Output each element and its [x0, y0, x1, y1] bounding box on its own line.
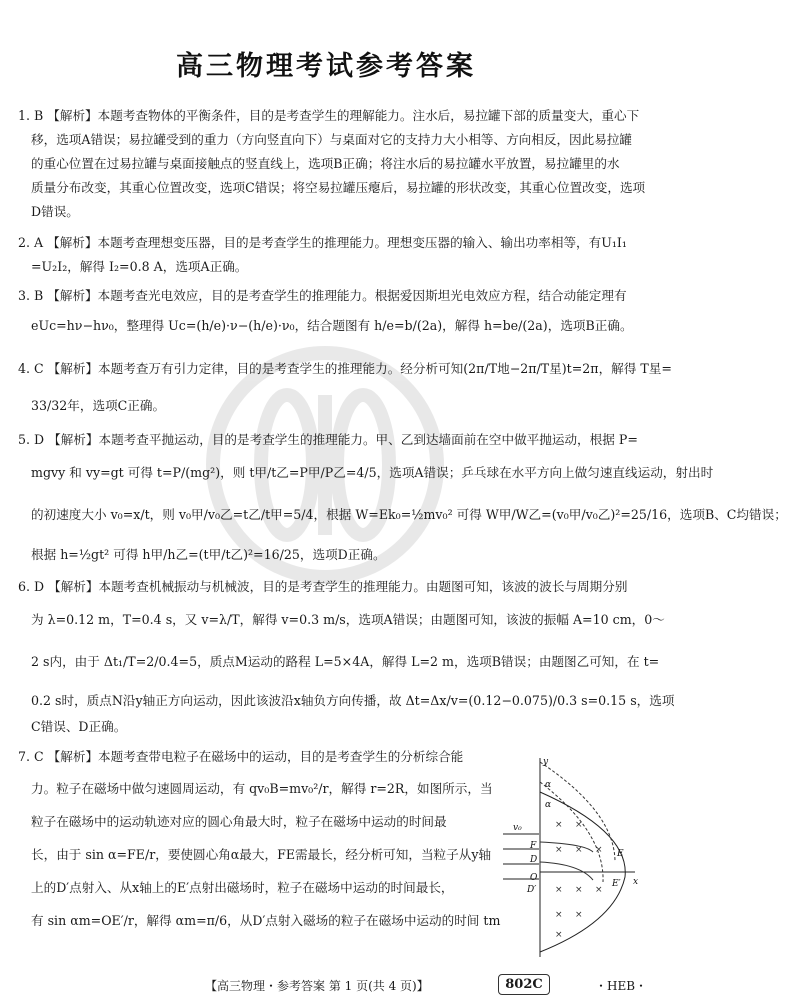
page-footer	[0, 974, 652, 996]
trajectory-arc	[540, 862, 593, 880]
page-title: 高三物理考试参考答案	[176, 51, 476, 82]
answer-line: 的重心位置在过易拉罐与桌面接触点的竖直线上，选项B正确；将注水后的易拉罐水平放置，易拉罐里的水	[31, 156, 620, 171]
answer-line: 粒子在磁场中的运动轨迹对应的圆心角最大时，粒子在磁场中运动的时间最	[31, 814, 447, 829]
answer-line: 4. C 【解析】本题考查万有引力定律，目的是考查学生的推理能力。经分析可知(2π/T地−2π/T星)t=2π，解得 T星=	[18, 361, 672, 376]
answer-line: mgvy 和 vy=gt 可得 t=P/(mg²)，则 t甲/t乙=P甲/P乙=4/5，选项A错误；乒乓球在水平方向上做匀速直线运动，射出时	[31, 465, 714, 480]
label-alpha: α	[545, 780, 552, 790]
answer-line: 6. D 【解析】本题考查机械振动与机械波，目的是考查学生的推理能力。由题图可知，该波的波长与周期分别	[18, 579, 628, 594]
answer-line: 7. C 【解析】本题考查带电粒子在磁场中的运动，目的是考查学生的分析综合能	[18, 749, 464, 764]
answer-line: 有 sin αm=OE′/r，解得 αm=π/6，从D′点射入磁场的粒子在磁场中运动的时间 tm	[31, 913, 501, 928]
svg-text:×: ×	[575, 845, 583, 855]
label-E: E	[617, 849, 624, 859]
answer-line: 质量分布改变，其重心位置改变，选项C错误；将空易拉罐压瘪后，易拉罐的形状改变，其重心位置改变，选项	[31, 180, 646, 195]
label-O: O	[530, 873, 538, 883]
answer-line: 上的D′点射入、从x轴上的E′点射出磁场时，粒子在磁场中运动的时间最长，	[31, 880, 454, 895]
answer-line: 1. B 【解析】本题考查物体的平衡条件，目的是考查学生的理解能力。注水后，易拉罐下部的质量变大，重心下	[18, 108, 640, 123]
svg-text:×: ×	[555, 885, 563, 895]
paper-code-badge: 802C	[498, 974, 550, 995]
magnetic-field-figure	[475, 752, 645, 962]
svg-text:×: ×	[555, 930, 563, 940]
answer-line: =U₂I₂，解得 I₂=0.8 A，选项A正确。	[31, 259, 248, 274]
answer-line: 的初速度大小 v₀=x/t，则 v₀甲/v₀乙=t乙/t甲=5/4，根据 W=Ek₀=½mv₀² 可得 W甲/W乙=(v₀甲/v₀乙)²=25/16，选项B、C均错误；	[31, 507, 787, 522]
svg-text:×: ×	[575, 910, 583, 920]
label-F: F	[530, 841, 537, 851]
svg-text:×: ×	[595, 845, 603, 855]
answer-line: 2. A 【解析】本题考查理想变压器，目的是考查学生的推理能力。理想变压器的输入、输出功率相等，有U₁I₁	[18, 235, 627, 250]
svg-text:×: ×	[555, 910, 563, 920]
answer-line: 长，由于 sin α=FE/r，要使圆心角α最大，FE需最长，经分析可知，当粒子从y轴	[31, 847, 492, 862]
svg-text:×: ×	[555, 820, 563, 830]
label-y: y	[543, 757, 549, 767]
answer-line: 2 s内，由于 Δt₁/T=2/0.4=5，质点M运动的路程 L=5×4A，解得 L=2 m，选项B错误；由题图乙可知，在 t=	[31, 654, 660, 669]
trajectory-arc	[540, 842, 593, 852]
answer-line: 为 λ=0.12 m，T=0.4 s，又 v=λ/T，解得 v=0.3 m/s，选项A错误；由题图可知，该波的振幅 A=10 cm，0～	[31, 612, 665, 627]
answer-line: 33/32年，选项C正确。	[31, 398, 166, 413]
svg-text:×: ×	[575, 820, 583, 830]
answer-line: 3. B 【解析】本题考查光电效应，目的是考查学生的推理能力。根据爱因斯坦光电效应方程，结合动能定理有	[18, 288, 627, 303]
field-cross-marks	[555, 820, 603, 940]
svg-text:×: ×	[575, 885, 583, 895]
answer-line: C错误、D正确。	[31, 719, 127, 734]
label-D: D	[530, 855, 538, 865]
label-v0: v₀	[513, 823, 522, 833]
label-E-prime: E′	[612, 879, 621, 889]
answer-line: 根据 h=½gt² 可得 h甲/h乙=(t甲/t乙)²=16/25，选项D正确。	[31, 547, 386, 562]
label-D-prime: D′	[527, 885, 537, 895]
label-x: x	[633, 877, 639, 887]
answer-line: 0.2 s时，质点N沿y轴正方向运动，因此该波沿x轴负方向传播，故 Δt=Δx/v=(0.12−0.075)/0.3 s=0.15 s，选项	[31, 693, 675, 708]
label-alpha: α	[545, 800, 552, 810]
answer-line: D错误。	[31, 204, 79, 219]
footer-brand: ・HEB・	[595, 979, 648, 993]
answer-line: 力。粒子在磁场中做匀速圆周运动，有 qv₀B=mv₀²/r，解得 r=2R，如图所示，当	[31, 781, 493, 796]
footer-text: 【高三物理・参考答案 第 1 页(共 4 页)】	[205, 979, 429, 993]
svg-text:×: ×	[595, 885, 603, 895]
answer-line: eUc=hν−hν₀，整理得 Uc=(h/e)·ν−(h/e)·ν₀，结合题图有 h/e=b/(2a)，解得 h=be/(2a)，选项B正确。	[31, 318, 633, 333]
answer-line: 移，选项A错误；易拉罐受到的重力（方向竖直向下）与桌面对它的支持力大小相等、方向相反，因此易拉罐	[31, 132, 633, 147]
svg-text:×: ×	[555, 845, 563, 855]
answer-line: 5. D 【解析】本题考查平抛运动，目的是考查学生的推理能力。甲、乙到达墙面前在空中做平抛运动，根据 P=	[18, 432, 638, 447]
